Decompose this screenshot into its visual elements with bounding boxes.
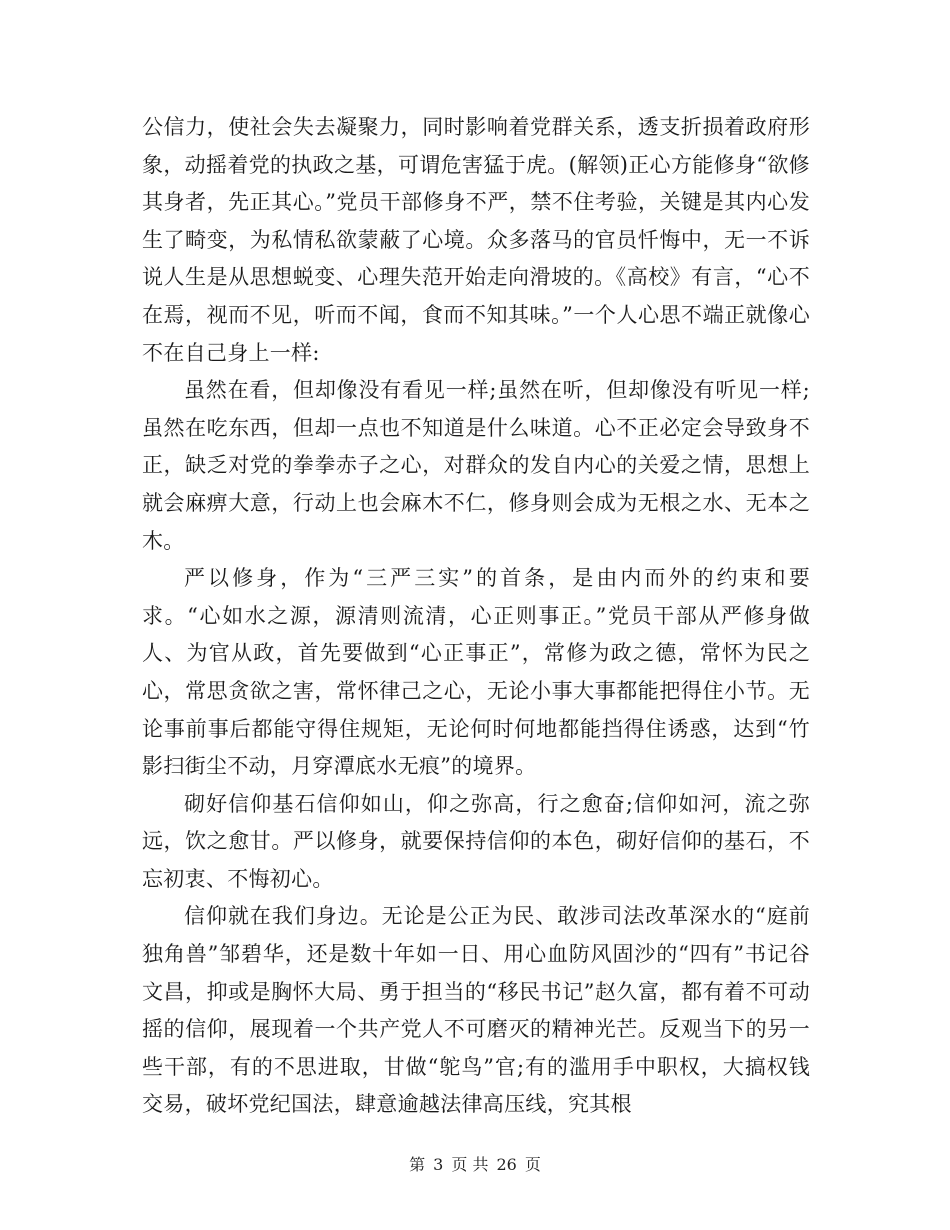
footer-prefix: 第: [409, 1155, 426, 1174]
paragraph-3: 严以修身，作为“三严三实”的首条，是由内而外的约束和要求。“心如水之源，源清则流清，心正则事正。”党员干部从严修身做人、为官从政，首先要做到“心正事正”，常修为政之德，常怀为民之心，常思贪欲之害，常怀律己之心，无论小事大事都能把得住小节。无论事前事后都能守得住规矩，无论何时何地都能挡得住诱惑，达到“竹影扫街尘不动，月穿潭底水无痕”的境界。: [142, 566, 810, 779]
footer-middle: 页 共: [451, 1155, 489, 1174]
footer-suffix: 页: [524, 1155, 541, 1174]
page-footer: [0, 1155, 950, 1175]
footer-total-pages: 26: [496, 1155, 517, 1174]
paragraph-4: 砌好信仰基石信仰如山，仰之弥高，行之愈奋;信仰如河，流之弥远，饮之愈甘。严以修身，就要保持信仰的本色，砌好信仰的基石，不忘初衷、不悔初心。: [142, 791, 810, 891]
paragraph-5: 信仰就在我们身边。无论是公正为民、敢涉司法改革深水的“庭前独角兽”邹碧华，还是数十年如一日、用心血防风固沙的“四有”书记谷文昌，抑或是胸怀大局、勇于担当的“移民书记”赵久富，都有着不可动摇的信仰，展现着一个共产党人不可磨灭的精神光芒。反观当下的另一些干部，有的不思进取，甘做“鸵鸟”官;有的滥用手中职权，大搞权钱交易，破坏党纪国法，肆意逾越法律高压线，究其根: [142, 904, 810, 1117]
footer-current-page: 3: [433, 1155, 444, 1174]
document-body: [142, 109, 810, 1124]
paragraph-2: 虽然在看，但却像没有看见一样;虽然在听，但却像没有听见一样;虽然在吃东西，但却一点也不知道是什么味道。心不正必定会导致身不正，缺乏对党的拳拳赤子之心，对群众的发自内心的关爱之情，思想上就会麻痹大意，行动上也会麻木不仁，修身则会成为无根之水、无本之木。: [142, 378, 810, 553]
paragraph-1: 公信力，使社会失去凝聚力，同时影响着党群关系，透支折损着政府形象，动摇着党的执政之基，可谓危害猛于虎。(解领)正心方能修身“欲修其身者，先正其心。”党员干部修身不严，禁不住考验，关键是其内心发生了畸变，为私情私欲蒙蔽了心境。众多落马的官员忏悔中，无一不诉说人生是从思想蜕变、心理失范开始走向滑坡的。《高校》有言，“心不在焉，视而不见，听而不闻，食而不知其味。”一个人心思不端正就像心不在自己身上一样:: [142, 115, 810, 365]
